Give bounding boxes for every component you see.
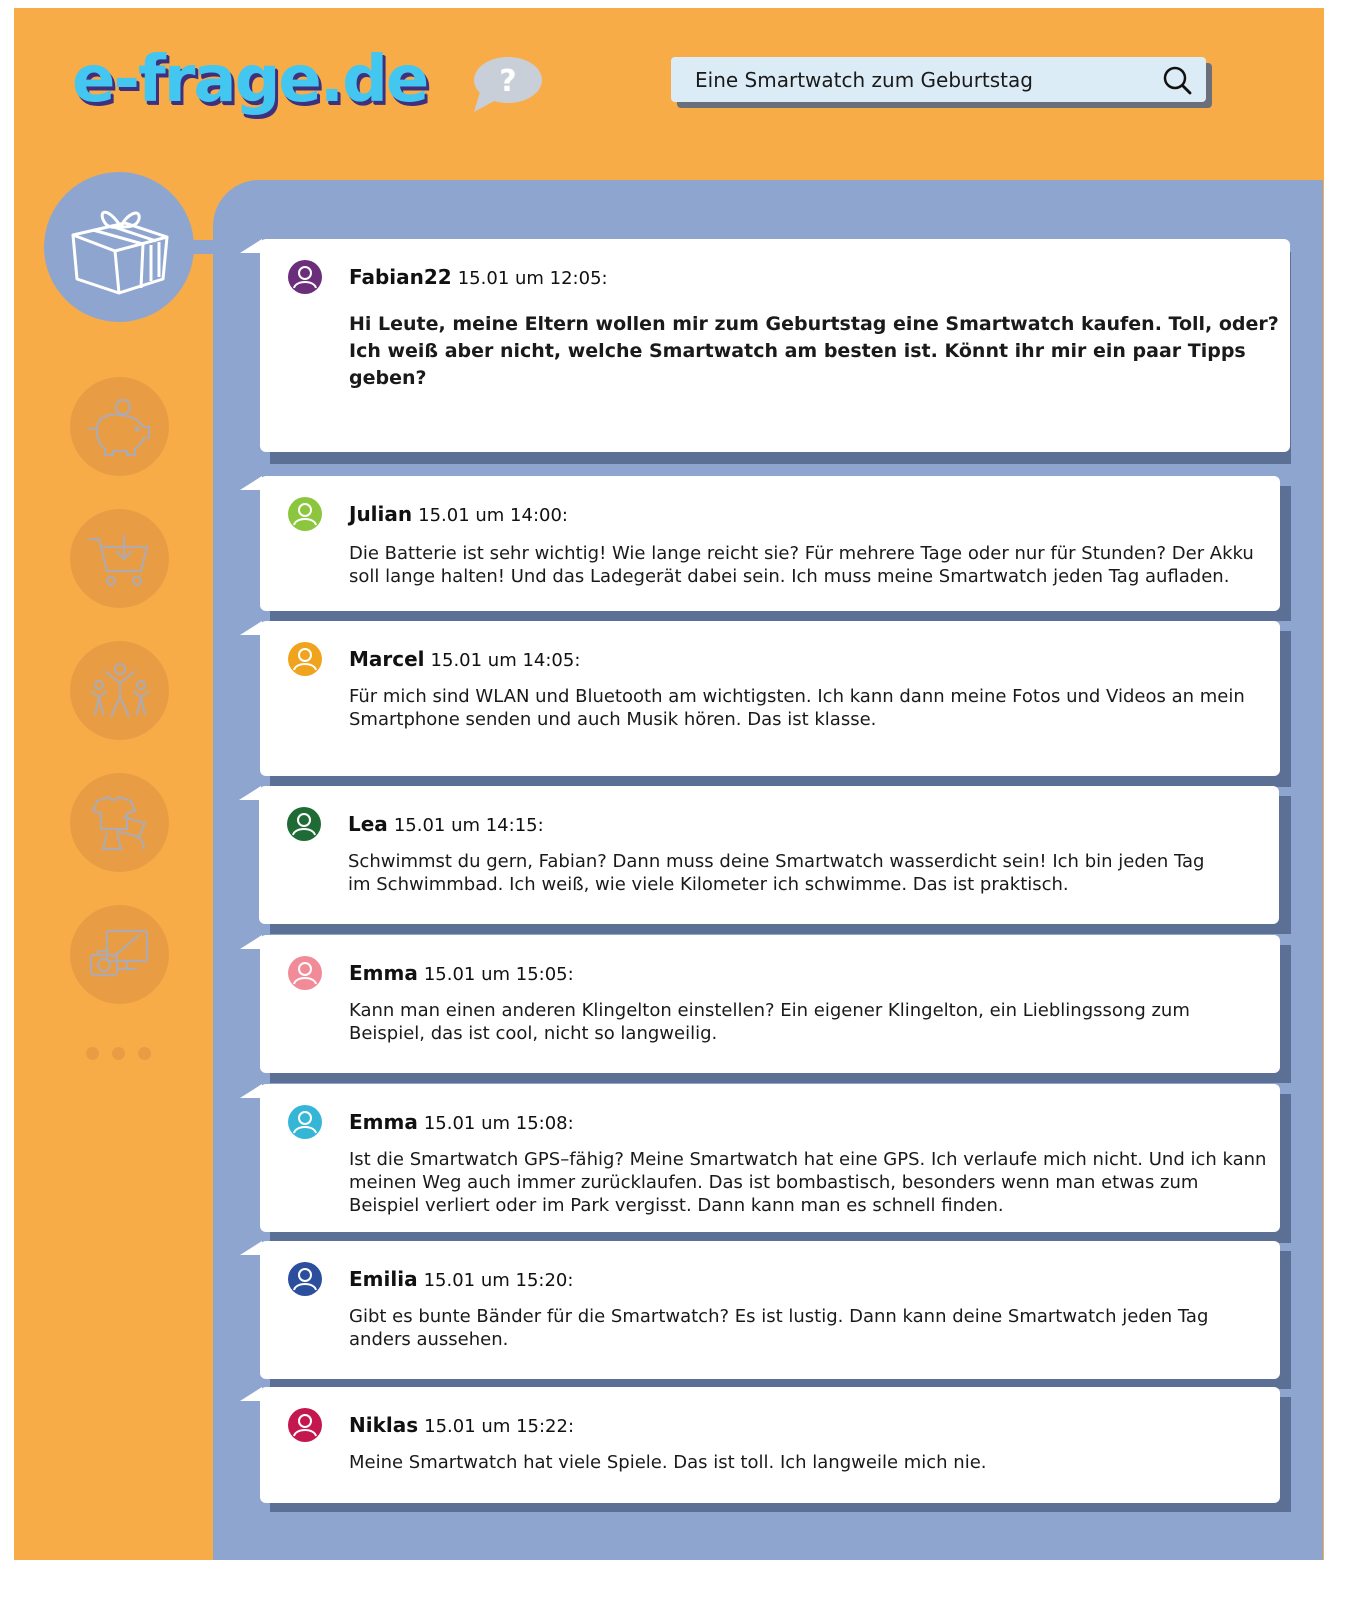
- post-text: [349, 311, 1279, 392]
- search-input[interactable]: [671, 57, 1206, 102]
- post-line: anders aussehen.: [349, 1329, 509, 1350]
- user-icon: [288, 642, 322, 676]
- post-card: [260, 1084, 1280, 1232]
- post-time: 15.01 um 14:15:: [393, 815, 544, 836]
- post-line: meinen Weg auch immer zurücklaufen. Das ist bombastisch, besonders wenn man etwas zum: [349, 1172, 1199, 1193]
- post-text: [349, 542, 1254, 588]
- sidebar-item-clothes[interactable]: [70, 773, 169, 872]
- svg-text:?: ?: [499, 64, 517, 99]
- post-line: Hi Leute, meine Eltern wollen mir zum Geburtstag eine Smartwatch kaufen. Toll, oder?: [349, 313, 1279, 335]
- user-icon: [287, 807, 321, 841]
- post-line: im Schwimmbad. Ich weiß, wie viele Kilometer ich schwimme. Das ist praktisch.: [348, 874, 1069, 895]
- post-text: [348, 850, 1204, 896]
- post-line: Ist die Smartwatch GPS–fähig? Meine Smartwatch hat eine GPS. Ich verlaufe mich nicht. Und ich kann: [349, 1149, 1267, 1170]
- site-logo[interactable]: e-frage.de: [72, 43, 428, 117]
- post-line: Meine Smartwatch hat viele Spiele. Das ist toll. Ich langweile mich nie.: [349, 1452, 987, 1473]
- card-tail: [240, 1241, 262, 1255]
- avatar[interactable]: [288, 1408, 322, 1442]
- post-line: Gibt es bunte Bänder für die Smartwatch? Es ist lustig. Dann kann deine Smartwatch jeden Tag: [349, 1306, 1209, 1327]
- post-time: 15.01 um 12:05:: [457, 268, 608, 289]
- card-tail: [240, 476, 262, 490]
- user-icon: [288, 956, 322, 990]
- post-author[interactable]: Emma: [349, 1110, 418, 1134]
- card-tail: [240, 1387, 262, 1401]
- user-icon: [288, 1105, 322, 1139]
- post-card: [260, 476, 1280, 611]
- card-tail: [240, 621, 262, 635]
- post-line: Schwimmst du gern, Fabian? Dann muss deine Smartwatch wasserdicht sein! Ich bin jeden Tag: [348, 851, 1205, 872]
- post-text: [349, 1148, 1266, 1217]
- search-value: Eine Smartwatch zum Geburtstag: [695, 67, 1033, 92]
- avatar[interactable]: [288, 497, 322, 531]
- post-card: [260, 239, 1290, 452]
- post-time: 15.01 um 15:05:: [423, 964, 574, 985]
- post-line: Die Batterie ist sehr wichtig! Wie lange reicht sie? Für mehrere Tage oder nur für Stunden? Der Akku: [349, 543, 1254, 564]
- camera-screen-icon: [87, 925, 153, 985]
- post-line: Ich weiß aber nicht, welche Smartwatch am besten ist. Könnt ihr mir ein paar Tipps: [349, 340, 1246, 362]
- post-author[interactable]: Lea: [348, 812, 388, 836]
- avatar[interactable]: [288, 1262, 322, 1296]
- post-line: Kann man einen anderen Klingelton einstellen? Ein eigener Klingelton, ein Lieblingssong zum: [349, 1000, 1190, 1021]
- piggy-bank-icon: [87, 397, 153, 457]
- post-card: [260, 1241, 1280, 1379]
- post-card: [260, 935, 1280, 1073]
- post-time: 15.01 um 14:00:: [418, 505, 568, 526]
- avatar[interactable]: [288, 956, 322, 990]
- post-time: 15.01 um 15:08:: [423, 1113, 574, 1134]
- card-tail: [240, 935, 262, 949]
- more-dot[interactable]: [112, 1047, 125, 1060]
- post-text: [349, 999, 1190, 1045]
- user-icon: [288, 1408, 322, 1442]
- post-time: 15.01 um 14:05:: [430, 650, 581, 671]
- sidebar-item-gift[interactable]: [44, 172, 194, 322]
- sidebar-item-media[interactable]: [70, 905, 169, 1004]
- gift-icon: [63, 197, 175, 297]
- post-line: Für mich sind WLAN und Bluetooth am wichtigsten. Ich kann dann meine Fotos und Videos an mein: [349, 686, 1245, 707]
- post-author[interactable]: Niklas: [349, 1413, 419, 1437]
- post-author[interactable]: Julian: [349, 502, 413, 526]
- post-card: [260, 1387, 1280, 1503]
- post-line: Beispiel, das ist cool, nicht so langweilig.: [349, 1023, 718, 1044]
- clothes-icon: [87, 793, 153, 853]
- sidebar-item-piggy-bank[interactable]: [70, 377, 169, 476]
- card-tail: [239, 786, 261, 800]
- avatar[interactable]: [288, 260, 322, 294]
- post-line: geben?: [349, 367, 427, 389]
- post-line: Beispiel verliert oder im Park vergisst. Dann kann man es schnell finden.: [349, 1195, 1004, 1216]
- sidebar-item-shopping-cart[interactable]: [70, 509, 169, 608]
- post-card: [260, 621, 1280, 776]
- more-dot[interactable]: [138, 1047, 151, 1060]
- question-bubble-icon: [470, 56, 542, 112]
- user-icon: [288, 1262, 322, 1296]
- post-line: soll lange halten! Und das Ladegerät dabei sein. Ich muss meine Smartwatch jeden Tag aufladen.: [349, 566, 1230, 587]
- post-time: 15.01 um 15:22:: [424, 1416, 575, 1437]
- search-icon[interactable]: [1162, 65, 1192, 95]
- user-icon: [288, 497, 322, 531]
- avatar[interactable]: [288, 642, 322, 676]
- post-line: Smartphone senden und auch Musik hören. Das ist klasse.: [349, 709, 877, 730]
- post-text: [349, 1451, 987, 1474]
- more-dot[interactable]: [86, 1047, 99, 1060]
- card-tail: [240, 239, 262, 253]
- card-tail: [240, 1084, 262, 1098]
- avatar[interactable]: [287, 807, 321, 841]
- post-author[interactable]: Emma: [349, 961, 418, 985]
- avatar[interactable]: [288, 1105, 322, 1139]
- post-text: [349, 685, 1245, 731]
- post-time: 15.01 um 15:20:: [423, 1270, 574, 1291]
- post-text: [349, 1305, 1208, 1351]
- post-author[interactable]: Emilia: [349, 1267, 418, 1291]
- post-card: [259, 786, 1279, 924]
- post-author[interactable]: Fabian22: [349, 265, 452, 289]
- post-author[interactable]: Marcel: [349, 647, 425, 671]
- user-icon: [288, 260, 322, 294]
- people-icon: [87, 661, 153, 721]
- sidebar-item-people[interactable]: [70, 641, 169, 740]
- shopping-cart-icon: [87, 529, 153, 589]
